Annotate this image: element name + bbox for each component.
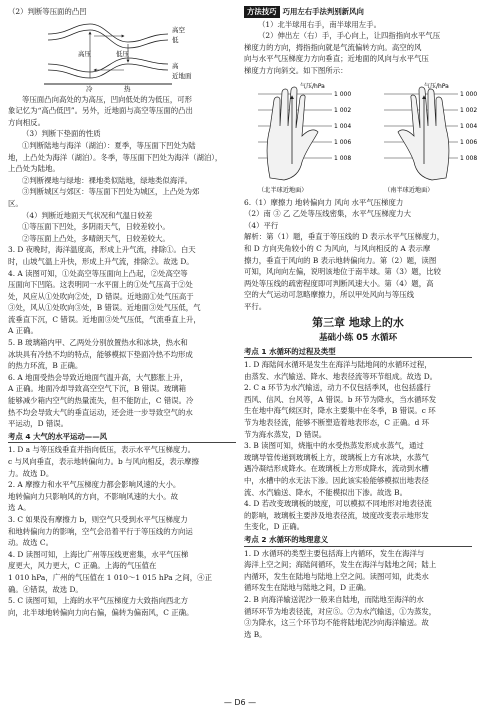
text-line: 流垂直下沉，C 错误。近地面③处气压低，气流垂直上升，	[8, 314, 201, 324]
text-line: 玻璃导管传递到玻璃板上方，玻璃板上方有冰块，水蒸气	[244, 452, 429, 462]
text-line: 处，风应从①处吹向②处，D 错误。近地面①处气压高于	[8, 291, 194, 301]
text-line: 压面向下凹陷。这表明同一水平面上的①处气压高于②处	[8, 280, 193, 290]
text-line: 向，北半球地转偏向力向右偏，偏转为偏南风，C 正确。	[8, 607, 194, 617]
answer-k3: 3. C 如果没有摩擦力 b，则空气只受到水平气压梯度力	[8, 514, 188, 524]
text-line: 区。	[8, 198, 23, 208]
answer-b2: 2. B 向海洋输送泥沙一般来自陆地，而陆地至海洋的水	[244, 594, 424, 604]
text-line: 等压面凸向高处的为高压，凹向低处的为低压，可形	[22, 94, 192, 104]
left-hand-icon	[267, 87, 318, 180]
text-line: 平行。	[244, 301, 267, 311]
text-line: A 正确。	[8, 326, 38, 336]
text-line: 两处等压线的疏密程度即可判断风速大小。第（4）题，高	[244, 278, 434, 288]
text-line: ①判断陆地与海洋（湖泊）：夏季，等压面下凹处为陆	[22, 140, 196, 150]
answer-a1: 1. D 海陆间水循环是发生在海洋与陆地间的水循环过程，	[244, 360, 432, 370]
unit-left: 气压/hPa	[300, 82, 325, 90]
text-line: 能够减少箱内空气的热量流失，但不能防止，C 错误。冷	[8, 396, 194, 406]
left-column	[8, 6, 236, 618]
text-line: ③处，风从①处吹向③处，B 错误。近地面③处气压低，气	[8, 303, 201, 313]
isobar-diagram-svg	[8, 20, 236, 92]
text-line: 生在地中海气候区时，降水主要集中在冬季，B 错误。c 环	[244, 406, 436, 416]
text-line: ①等压面下凹处，多阴雨天气，日较差较小。	[22, 222, 170, 232]
isobar-label: 1 000	[334, 90, 352, 98]
label-upper-air: 高空	[172, 25, 185, 34]
text-line: 确。④错误，故选 D。	[8, 584, 83, 594]
label-cold: 冷	[86, 84, 93, 93]
text-line: 地，上凸处为海洋（湖泊）。冬季，等压面下凹处为海洋（湖泊），	[8, 152, 223, 162]
answer-k4: 4. D 读图可知，上海比广州等压线更密集，水平气压梯	[8, 549, 189, 559]
isobar-label: 1 004	[334, 122, 352, 130]
isobar-label: 1 002	[334, 106, 352, 114]
right-column	[244, 6, 478, 640]
explanation-line: 解析：第（1）题，垂直于等压线的 D 表示水平气压梯度力，	[244, 232, 445, 242]
text-line: 内循环，发生在陆地与陆地上空之间。读图可知，此类水	[244, 571, 429, 581]
label-high-pressure: 高压	[78, 49, 91, 58]
answer-k5: 5. C 读图可知，上海的水平气压梯度力大致指向西北方	[8, 596, 189, 606]
text-line: 地转偏向力只影响风的方向，不影响风速的大小。故	[8, 491, 178, 501]
text-line: 循环发生在陆地与陆地之间，D 正确。	[244, 583, 371, 593]
isobar-diagram	[8, 20, 236, 92]
text-line: （3）判断下垫面的性质	[22, 129, 101, 139]
text-line: 海洋上空之间；海陆间循环，发生在海洋与陆地之间；陆上	[244, 560, 437, 570]
text-line: 可知，风向向左偏，说明该地位于南半球。第（3）题，比较	[244, 267, 441, 277]
chapter-title: 第三章 地球上的水	[312, 315, 404, 329]
text-line: ③为降水，这三个环节均不能将陆地泥沙向海洋输送。故	[244, 618, 429, 628]
answer-k1: 1. D a 与等压线垂直并指向低压，表示水平气压梯度力。	[8, 445, 196, 455]
answer-a3: 3. B 读图可知，烧瓶中的水受热蒸发形成水蒸气，通过	[244, 441, 424, 451]
section-heading-kp1: 考点 1 水循环的过程及类型	[244, 346, 472, 359]
text-line: 节为海水蒸发，D 错误。	[244, 429, 327, 439]
method-tag: 方法技巧	[244, 6, 280, 18]
answer-4: 4. A 读图可知，①处高空等压面向上凸起，②处高空等	[8, 268, 188, 278]
page-number: — D6 —	[223, 698, 257, 707]
text-line: ②判断裸地与绿地：裸地类似陆地，绿地类似海洋。	[22, 175, 192, 185]
text-line: （2）伸出左（右）手，手心向上，让四指指向水平气压	[258, 31, 441, 41]
text-line: 梯度力方向斜交。如下图所示：	[244, 65, 348, 75]
text-line: 上凸处为陆地。	[8, 164, 60, 174]
right-hand-icon	[398, 87, 449, 180]
text-line: c 与风向垂直，表示地转偏向力。b 与风向相反，表示摩擦	[8, 457, 199, 466]
text-line: 中，水槽中的水无法下渗。因此该实验能够模拟出地表径	[244, 476, 429, 486]
text-line: 热不均会导致大气的垂直运动，还会进一步导致空气的水	[8, 407, 193, 417]
text-line: 空的大气运动可忽略摩擦力，所以甲处风向与等压线	[244, 290, 414, 300]
text-line: 遇冷凝结形成降水。在玻璃板上方形成降水，流动到水槽	[244, 464, 429, 474]
hand-rule-figure	[244, 78, 478, 196]
text-line: A 正确。地面冷却导致高空空气下沉，B 错误。玻璃箱	[8, 384, 187, 394]
method-title: 巧用左右手法判别新风向	[282, 7, 364, 16]
text-line: 时，山坡气温上升快，形成上升气流，排除②。故选 D。	[8, 256, 194, 266]
hand-rule-svg	[244, 78, 478, 196]
text-line: 选 B。	[244, 629, 267, 639]
answer-5: 5. B 玻璃箱内甲、乙两处分别放置热水和冰块，热水和	[8, 338, 188, 348]
lesson-title: 基础小练 05 水循环	[318, 332, 398, 343]
text-line: （1）北半球用右手，南半球用左手。	[258, 19, 381, 29]
text-line: 力。故选 D。	[8, 468, 54, 478]
text-line: 选 A。	[8, 503, 31, 513]
text-line: 由蒸发、水汽输送、降水、地表径流等环节组成。故选 D。	[244, 371, 438, 381]
isobar-label: 1 006	[334, 138, 352, 146]
caption-right: （南半球近地面）	[384, 186, 434, 194]
label-low-upper: 低	[172, 35, 179, 44]
text-line: 象记忆为“高凸低凹”。另外，近地面与高空等压面的凸出	[8, 106, 193, 116]
method-box	[244, 6, 472, 18]
answer-3: 3. D 夜晚时，海洋温度高，形成上升气流，排除①。白天	[8, 245, 196, 255]
isobar-label: 1 008	[460, 154, 478, 162]
text-line: 动。故选 C。	[8, 538, 53, 548]
text-line: 梯度力的方向，拇指指向就是气流偏转方向。高空的风	[244, 42, 422, 52]
answer-b1: 1. D 水循环的类型主要包括海上内循环，发生在海洋与	[244, 548, 425, 558]
answer-a4: 4. D 若改变玻璃板的坡度，可以模拟不同地形对地表径流	[244, 499, 432, 509]
label-near-ground: 近地面	[172, 71, 192, 80]
text-line: 西风、信风、台风等，A 错误。b 环节为降水，当水循环发	[244, 394, 437, 404]
text-line: （2）判断等压面的凸凹	[8, 7, 87, 16]
text-line: ③判断城区与郊区：等压面下凹处为城区，上凸处为郊	[22, 187, 200, 197]
text-line: 节为地表径流，能够不断塑造着地表形态，C 正确。d 环	[244, 418, 430, 428]
answer-k2: 2. A 摩擦力和水平气压梯度力都会影响风速的大小。	[8, 480, 181, 490]
text-line: 循环环节为地表径流，对应⑤。⑦为水汽输送，①为蒸发，	[244, 606, 437, 616]
label-hot: 热	[124, 84, 131, 93]
text-line: （2）南 ③ 乙 乙处等压线密集，水平气压梯度力大	[244, 209, 411, 219]
text-line: 流、水汽输送、降水，不能模拟出下渗。故选 B。	[244, 487, 407, 497]
isobar-label: 1 008	[334, 154, 352, 162]
text-line: （4）判断近地面天气状况和气温日较差	[22, 210, 153, 220]
text-line: （4）平行	[244, 220, 279, 230]
text-line: 生变化，D 正确。	[244, 522, 305, 532]
text-line: 向与水平气压梯度力方向垂直；近地面的风向与水平气压	[244, 54, 429, 64]
text-line: 度更大，风力更大，C 正确。上海的气压值在	[8, 561, 157, 571]
text-line: ②等压面上凸处，多晴朗天气，日较差较大。	[22, 233, 170, 243]
isobar-label: 1 006	[460, 138, 478, 146]
answer-6: 6. A 地面受热会导致近地面气温升高，大气膨胀上升，	[8, 372, 188, 382]
answer-6-right: 6.（1）摩擦力 地转偏向力 风向 水平气压梯度力	[244, 197, 404, 207]
section-heading-kp2: 考点 2 水循环的地理意义	[244, 534, 472, 547]
text-line: 方向相反。	[8, 117, 45, 127]
isobar-label: 1 002	[460, 106, 478, 114]
answer-a2: 2. C a 环节为水汽输送，动力不仅包括季风，也包括盛行	[244, 383, 431, 393]
text-line: 的热力环流，B 正确。	[8, 361, 83, 371]
text-line: 和地转偏向力的影响，空气会沿着平行于等压线的方向运	[8, 526, 193, 536]
unit-right: 气压/hPa	[424, 82, 449, 90]
caption-left: （北半球近地面）	[258, 186, 308, 194]
text-line: 冰块具有冷热不均的特点，能够模拟下垫面冷热不均形成	[8, 349, 193, 359]
isobar-label: 1 000	[460, 90, 478, 98]
text-line: 平运动，D 错误。	[8, 419, 69, 429]
text-line: 和 D 方向夹角较小的 C 为风向，与风向相反的 A 表示摩	[244, 243, 431, 253]
text-line: 的影响，玻璃板主要涉及地表径流，坡度改变表示地形发	[244, 510, 429, 520]
section-heading-kp4: 考点 4 大气的水平运动——风	[8, 431, 236, 444]
label-low-pressure: 低压	[116, 49, 129, 58]
isobar-label: 1 004	[460, 122, 478, 130]
text-line: 1 010 hPa，广州的气压值在 1 010～1 015 hPa 之间，④正	[8, 572, 212, 582]
text-line: 擦力，垂直于风向的 B 表示地转偏向力。第（2）题，读图	[244, 255, 437, 265]
label-high-lower: 高	[172, 61, 179, 70]
